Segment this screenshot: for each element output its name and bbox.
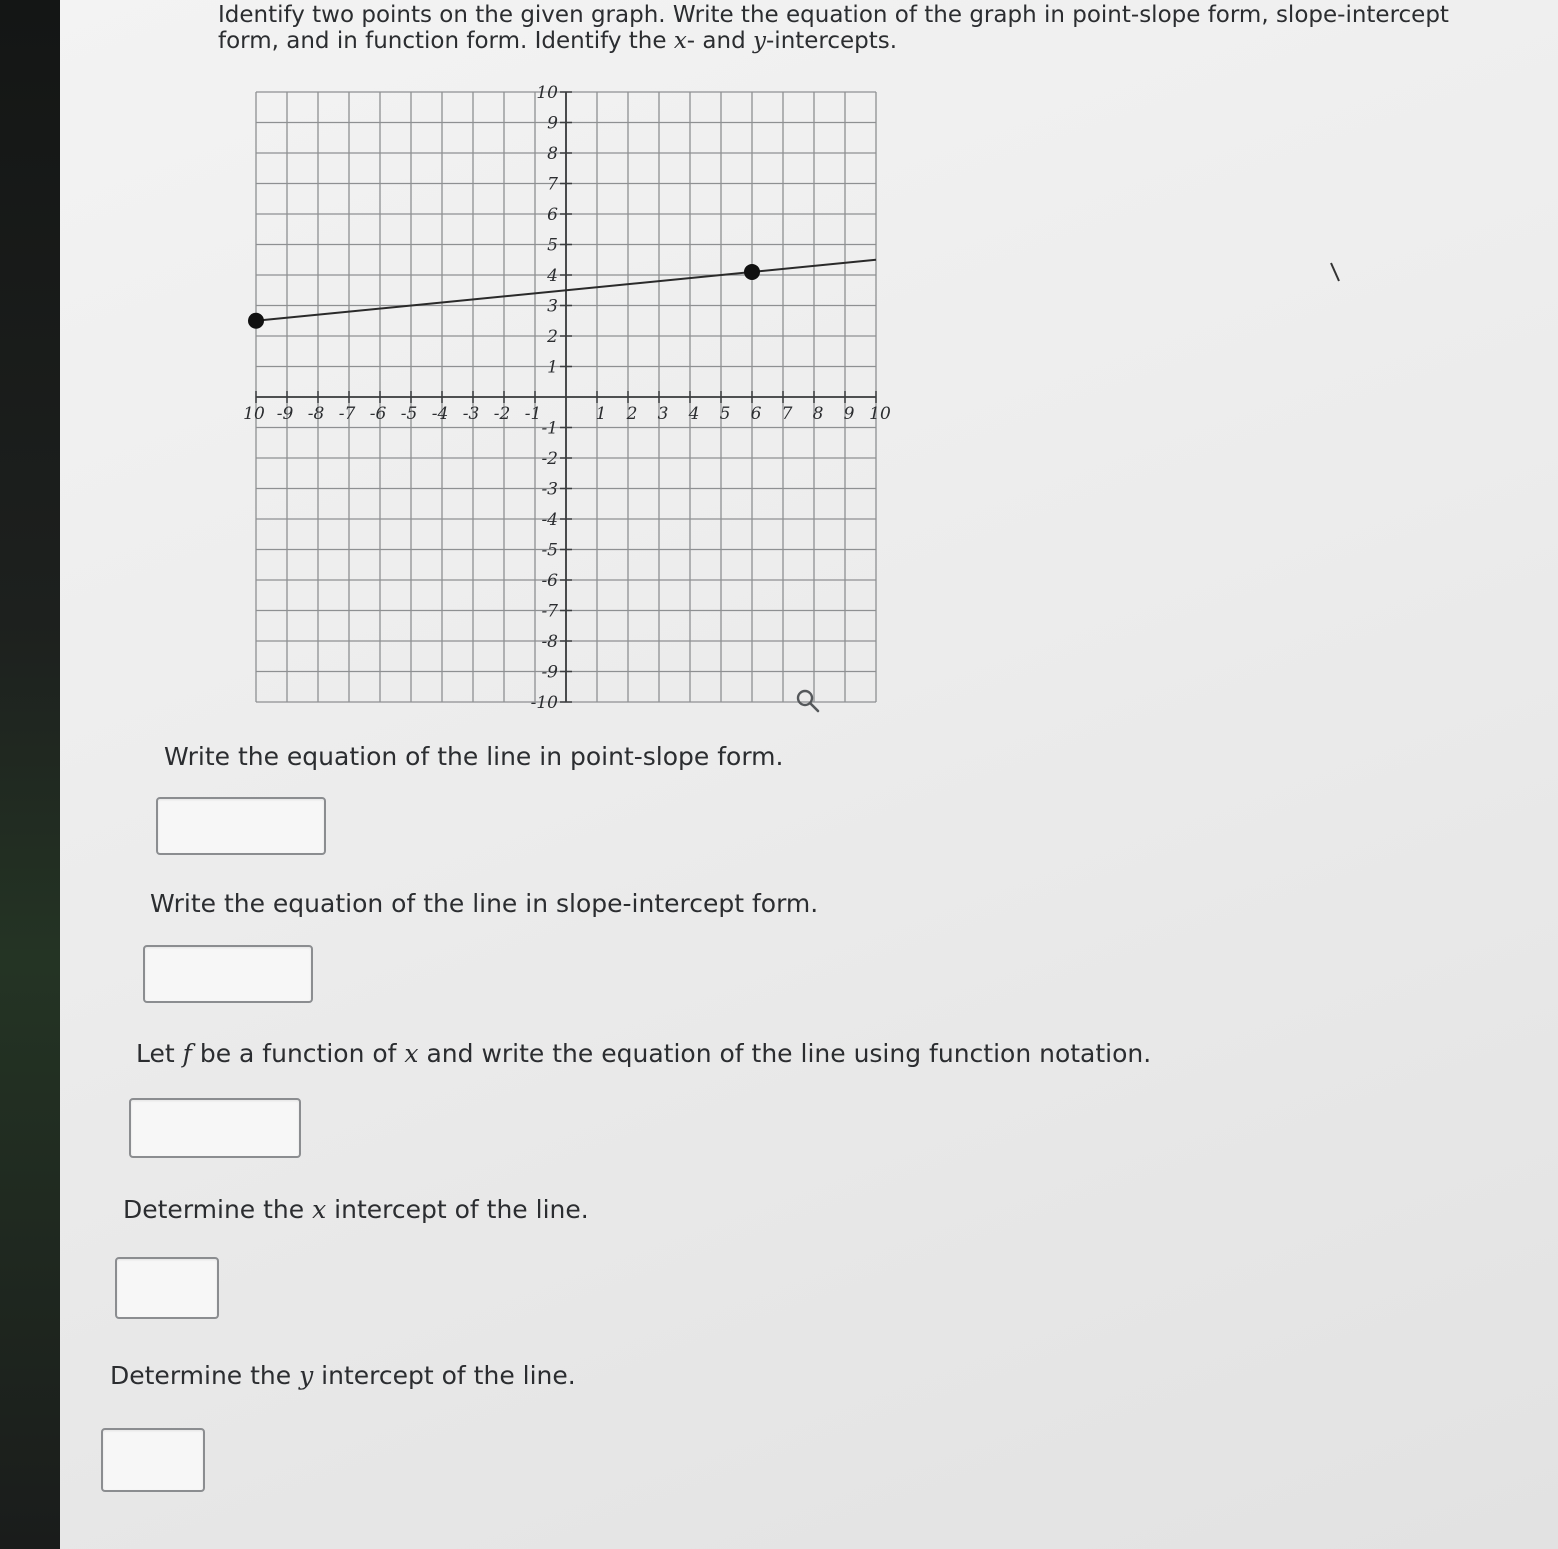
question-point-slope-text: Write the equation of the line in point-slope form. bbox=[164, 742, 784, 771]
coordinate-graph bbox=[168, 83, 891, 724]
y-tick-label: 7 bbox=[547, 174, 558, 195]
x-tick-label: -9 bbox=[276, 404, 294, 424]
x-tick-label: -1 bbox=[524, 404, 542, 424]
prompt-var-x: x bbox=[673, 28, 687, 54]
y-tick-label: 4 bbox=[547, 266, 558, 286]
y-tick-label: 2 bbox=[547, 327, 558, 347]
x-tick-label: 9 bbox=[843, 404, 855, 424]
x-tick-label: -2 bbox=[493, 404, 511, 424]
y-tick-label: 8 bbox=[547, 144, 558, 164]
prompt-line-2a: form, and in function form. Identify the bbox=[218, 28, 674, 54]
x-tick-label: 3 bbox=[657, 404, 669, 424]
screen bbox=[60, 0, 1558, 1549]
x-tick-label: 10 bbox=[869, 404, 891, 424]
prompt-var-y: y bbox=[753, 28, 766, 54]
x-tick-label: -5 bbox=[400, 404, 418, 424]
function-notation-answer-input[interactable] bbox=[129, 1098, 301, 1158]
x-tick-label: 4 bbox=[688, 404, 700, 424]
y-tick-label: -3 bbox=[541, 479, 558, 500]
y-tick-label: 10 bbox=[536, 83, 558, 103]
prompt-line-2b: - and bbox=[686, 28, 753, 54]
prompt-line-1: Identify two points on the given graph. Write the equation of the graph in point-slope form, slope-intercept bbox=[218, 2, 1449, 28]
mouse-cursor-icon bbox=[1330, 262, 1340, 282]
question-y-intercept-text-before: Determine the bbox=[110, 1361, 300, 1390]
question-y-intercept bbox=[110, 1362, 576, 1389]
x-tick-label: -6 bbox=[369, 404, 387, 424]
graph-svg bbox=[168, 83, 891, 724]
series-layer bbox=[248, 260, 876, 329]
x-tick-label: 7 bbox=[781, 404, 793, 424]
question-slope-intercept-text: Write the equation of the line in slope-intercept form. bbox=[150, 889, 819, 918]
x-tick-label: 1 bbox=[595, 404, 607, 424]
question-function-var-f: f bbox=[182, 1039, 192, 1068]
x-tick-label: -4 bbox=[431, 404, 449, 424]
x-tick-label: 8 bbox=[812, 404, 824, 424]
y-tick-label: 3 bbox=[547, 296, 558, 317]
question-x-intercept-text-before: Determine the bbox=[123, 1195, 313, 1224]
y-tick-label: 9 bbox=[547, 113, 558, 134]
question-x-intercept-var: x bbox=[312, 1195, 327, 1224]
y-intercept-answer-input[interactable] bbox=[101, 1428, 205, 1492]
problem-prompt bbox=[218, 2, 1508, 54]
x-tick-label: 6 bbox=[750, 404, 762, 424]
y-tick-label: 6 bbox=[547, 205, 558, 225]
y-tick-label: -2 bbox=[541, 449, 558, 469]
question-x-intercept-text-after: intercept of the line. bbox=[326, 1195, 589, 1224]
x-tick-label: -3 bbox=[462, 404, 480, 424]
prompt-line-2c: -intercepts. bbox=[766, 28, 898, 54]
question-function-var-x: x bbox=[404, 1039, 419, 1068]
question-x-intercept bbox=[123, 1196, 589, 1223]
y-tick-label: -10 bbox=[530, 693, 558, 713]
y-tick-label: -6 bbox=[541, 571, 558, 591]
point-slope-answer-input[interactable] bbox=[156, 797, 326, 855]
question-y-intercept-text-after: intercept of the line. bbox=[313, 1361, 576, 1390]
question-slope-intercept bbox=[150, 890, 818, 917]
x-tick-labels bbox=[243, 404, 891, 424]
question-function-notation bbox=[136, 1040, 1151, 1067]
slope-intercept-answer-input[interactable] bbox=[143, 945, 313, 1003]
x-tick-label: 2 bbox=[626, 404, 638, 424]
y-tick-label: 1 bbox=[547, 357, 558, 378]
magnify-icon[interactable] bbox=[795, 688, 821, 714]
y-tick-label: -5 bbox=[541, 540, 558, 561]
y-tick-label: -9 bbox=[541, 662, 558, 683]
data-point bbox=[248, 313, 264, 329]
question-function-text-before: Let bbox=[136, 1039, 183, 1068]
y-tick-label: -8 bbox=[541, 632, 558, 652]
x-tick-label: 5 bbox=[719, 404, 731, 424]
y-tick-label: -4 bbox=[541, 510, 558, 530]
data-point bbox=[744, 264, 760, 280]
x-tick-label: 10 bbox=[243, 404, 265, 424]
y-tick-label: 5 bbox=[547, 235, 558, 256]
question-page bbox=[60, 0, 1558, 1549]
y-tick-label: -1 bbox=[541, 418, 558, 439]
question-function-text-mid: be a function of bbox=[191, 1039, 405, 1068]
x-tick-label: -8 bbox=[307, 404, 325, 424]
question-y-intercept-var: y bbox=[299, 1361, 314, 1390]
question-function-text-after: and write the equation of the line using function notation. bbox=[418, 1039, 1152, 1068]
x-tick-label: -7 bbox=[338, 404, 356, 424]
question-point-slope bbox=[164, 743, 783, 770]
y-tick-label: -7 bbox=[541, 601, 558, 622]
x-intercept-answer-input[interactable] bbox=[115, 1257, 219, 1319]
